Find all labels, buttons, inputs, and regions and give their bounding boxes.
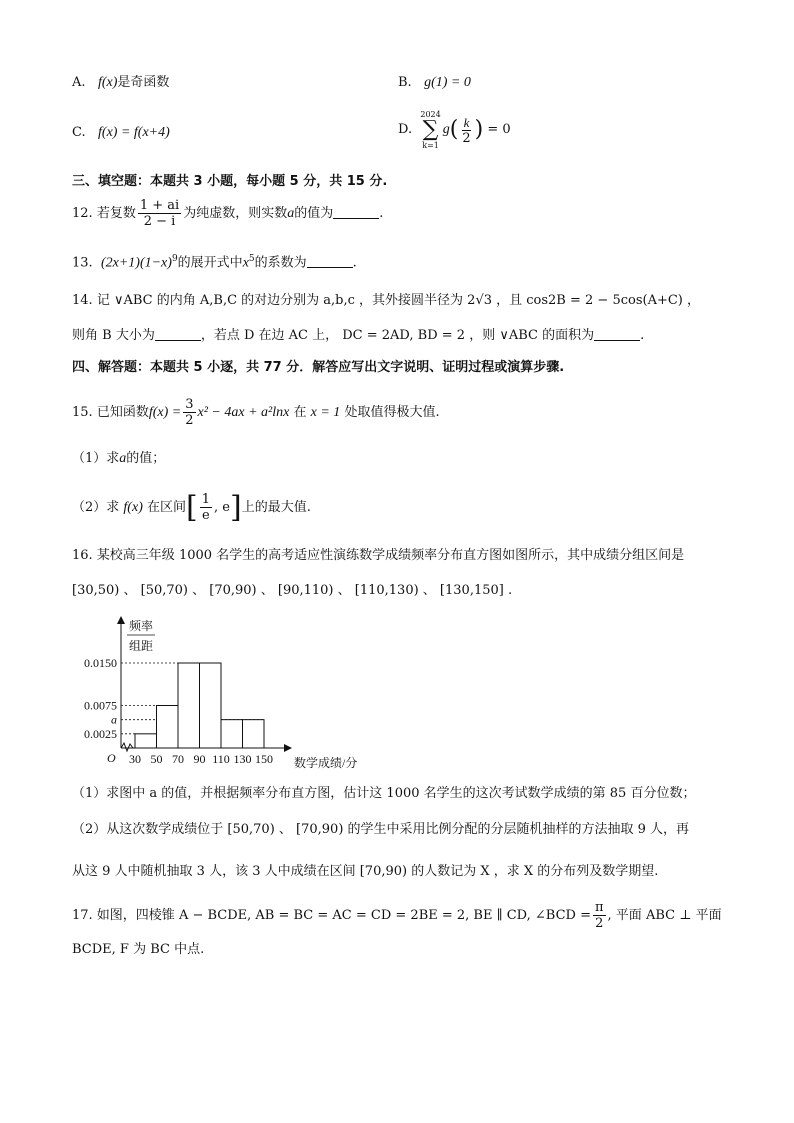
histogram-bar	[157, 706, 179, 749]
option-label: C.	[72, 125, 86, 140]
axis-break-icon	[121, 743, 133, 751]
question-16-line1: 16. 某校高三年级 1000 名学生的高考适应性演练数学成绩频率分布直方图如图所示，其中成绩分组区间是	[72, 548, 685, 563]
y-tick-label: a	[111, 712, 117, 727]
option-label: B.	[398, 75, 412, 90]
histogram-bar	[243, 720, 265, 748]
y-tick-label: 0.0025	[84, 726, 117, 741]
question-17-line2: BCDE, F 为 BC 中点.	[72, 942, 205, 957]
fraction: $\frac{\pi}{2}$	[595, 900, 604, 931]
fraction: $\frac{3}{2}$	[185, 397, 194, 428]
x-tick-label: 30	[129, 752, 141, 766]
math-expression: f(x)	[97, 75, 118, 90]
question-16-part2-line1: （2）从这次数学成绩位于 [50,70) 、 [70,90) 的学生中采用比例分配的分层随机抽样的方法抽取 9 人，再	[72, 822, 690, 837]
option-label: D.	[398, 122, 413, 137]
section-heading: 四、解答题：本题共 5 小逐，共 77 分．解答应写出文字说明、证明过程或演算步骤.	[72, 360, 565, 375]
histogram-bar	[200, 663, 222, 748]
x-tick-label: 150	[255, 752, 273, 766]
answer-blank[interactable]	[155, 326, 201, 341]
question-15-part2: （2）求 f(x) 在区间[ $\frac{1}{e}$ , e]上的最大值.	[72, 490, 311, 525]
function-name: g	[442, 122, 450, 137]
option-b	[398, 73, 471, 93]
question-16-part1: （1）求图中 a 的值，并根据频率分布直方图，估计这 1000 名学生的这次考试数学成绩的第 85 百分位数；	[72, 786, 696, 801]
question-15: 15. 已知函数f(x) = $\frac{3}{2}$ x² − 4ax + a²lnx 在 x = 1 处取值得极大值.	[72, 397, 440, 428]
y-tick-label: 0.0075	[84, 698, 117, 713]
question-17-line1: 17. 如图，四棱锥 A − BCDE, AB = BC = AC = CD = 2BE = 2, BE ∥ CD, ∠BCD = $\frac{\pi}{2}$ , 平面 ABC ⊥ 平面	[72, 900, 722, 931]
origin-label: O	[107, 751, 116, 765]
x-tick-label: 50	[150, 752, 163, 766]
option-text: 是奇函数	[117, 75, 170, 90]
y-axis-arrow-icon	[117, 616, 125, 624]
option-a	[72, 73, 169, 93]
section-heading: 三、填空题：本题共 3 小题，每小题 5 分，共 15 分.	[72, 174, 388, 189]
fraction: $\frac{1}{e}$	[201, 492, 211, 523]
answer-blank[interactable]	[333, 204, 379, 219]
frequency-histogram	[62, 612, 362, 772]
question-16-part2-line2: 从这 9 人中随机抽取 3 人，该 3 人中成绩在区间 [70,90) 的人数记为 X ，求 X 的分布列及数学期望.	[72, 864, 659, 879]
histogram-bar	[178, 663, 200, 748]
answer-blank[interactable]	[594, 326, 640, 341]
histogram-bar	[135, 734, 157, 748]
y-axis-label-numerator: 频率	[128, 619, 154, 633]
answer-blank[interactable]	[307, 253, 353, 268]
summation	[420, 110, 440, 150]
x-axis-arrow-icon	[284, 744, 292, 752]
math-expression: f(x) = f(x+4)	[98, 125, 170, 140]
option-c	[72, 123, 170, 143]
y-axis-label-denominator: 组距	[128, 639, 154, 653]
math-expression: g(1) = 0	[424, 75, 471, 90]
fraction: $\frac{1 + ai}{2 - i}$	[139, 198, 180, 229]
sigma-icon: ∑	[422, 117, 439, 142]
question-16-line2: [30,50) 、 [50,70) 、 [70,90) 、 [90,110) 、 [110,130) 、 [130,150] .	[72, 583, 513, 598]
question-14-line2: 则角 B 大小为 ，若点 D 在边 AC 上， DC = 2AD, BD = 2 ，则 ∨ABC 的面积为 .	[72, 328, 645, 343]
x-tick-label: 70	[172, 752, 184, 766]
question-15-part1: （1）求a的值；	[72, 451, 166, 466]
math-expression: = 0	[487, 122, 511, 137]
histogram-bar	[221, 720, 243, 748]
question-13: 13. $(2x+1)(1-x)^9$的展开式中$x^5$的系数为 .	[72, 254, 357, 271]
question-12: 12. 若复数 $\frac{1 + ai}{2 - i}$ 为纯虚数，则实数a的值为 .	[72, 198, 384, 229]
option-label: A.	[72, 75, 86, 90]
question-14-line1: 14. 记 ∨ABC 的内角 A,B,C 的对边分别为 a,b,c ，其外接圆半径为 2√3 ，且 cos2B = 2 − 5cos(A+C) ，	[72, 293, 701, 308]
y-tick-label: 0.0150	[84, 656, 117, 670]
sigma-upper: 2024	[420, 110, 441, 119]
x-tick-label: 130	[233, 752, 252, 766]
option-d: D. 2024 ∑ k=1 g( $\frac{k}{2}$ ) = 0	[398, 110, 511, 150]
x-axis-label: 数学成绩/分	[294, 756, 358, 770]
fraction: $\frac{k}{2}$	[462, 114, 471, 146]
sigma-lower: k=1	[422, 141, 439, 150]
x-tick-label: 90	[193, 752, 206, 766]
x-tick-label: 110	[212, 752, 230, 766]
